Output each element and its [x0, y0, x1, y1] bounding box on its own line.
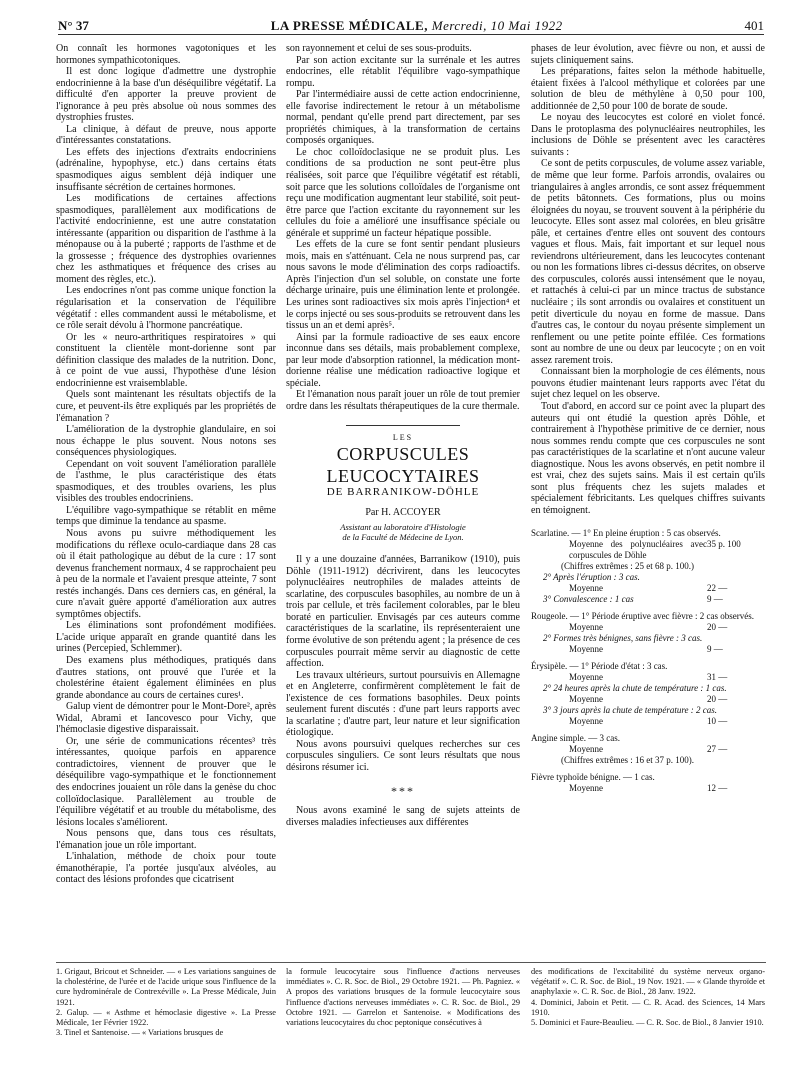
- paragraph: Des examens plus méthodiques, pratiqués dans d'autres stations, ont prouvé que l'urée et la cholestérine étaient également éliminées en plus grande abondance au cours de certaines cures¹.: [56, 654, 276, 701]
- footnote: des modifications de l'excitabilité du système nerveux organo-végétatif ». C. R. Soc. de Biol., 19 Nov. 1921. — « Glande thyroïde et anaphylaxie ». C. R. Soc. de Biol., 28 Janv. 1922.: [531, 967, 765, 997]
- article-subtitle: DE BARRANIKOW-DÖHLE: [326, 486, 480, 499]
- footnotes-column-3: [531, 967, 765, 1028]
- row-label: Moyenne: [569, 644, 603, 655]
- paragraph: Nous avons examiné le sang de sujets atteints de diverses maladies infectieuses aux différentes: [286, 805, 520, 828]
- author-affiliation: [286, 522, 520, 542]
- paragraph: Or les « neuro-arthritiques respiratoires » qui constituent la clientèle mont-dorienne sont par définition classique des malades de la nutrition. Donc, à ce point de vue aussi, l'hypothèse d'une lésion endocrinienne est vraisemblable.: [56, 331, 276, 389]
- row-label: Moyenne: [569, 744, 603, 755]
- table-row: [531, 583, 765, 594]
- section-asterism: ***: [391, 783, 415, 798]
- paragraph: Les endocrines n'ont pas comme unique fonction la régularisation et la conservation de l'équilibre végétatif : elles commandent aussi le métabolisme, et ce rôle serait dévolu à l'hormone pancréatique.: [56, 285, 276, 332]
- table-subheading: 3° 3 jours après la chute de température : 2 cas.: [543, 705, 717, 716]
- footnote: la formule leucocytaire sous l'influence d'actions nerveuses immédiates ». C. R. Soc. de Biol., 29 Octobre 1921. — Ph. Pagniez. « A propos des variations brusques de la formule leucocytaire sous l'influence d'actions nerveuses immédiates ». C. R. Soc. de Biol., 29 Octobre 1921. — Garrelon et Santenoise. « Modifications des variations leucocytaires du choc peptonique consécutives à: [286, 967, 520, 1028]
- paragraph: Nous pensons que, dans tous ces résultats, l'émanation joue un rôle important.: [56, 828, 276, 851]
- row-value: 22 —: [707, 583, 728, 594]
- footnote: 2. Galup. — « Asthme et hémoclasie digestive ». La Presse Médicale, 1er Février 1922.: [56, 1007, 276, 1028]
- paragraph: Cependant on voit souvent l'amélioration parallèle de l'asthme, le plus caractéristique des états spasmodiques, et des troubles ovariens, les plus visibles des troubles endocriniens.: [56, 458, 276, 505]
- table-heading: Angine simple. — 3 cas.: [531, 733, 620, 744]
- row-value: 35 p. 100: [707, 539, 741, 550]
- table-row: [531, 644, 765, 655]
- row-value: 9 —: [707, 594, 723, 605]
- results-table: [531, 528, 765, 794]
- paragraph: Les éliminations sont profondément modifiées. L'acide urique apparaît en grande quantité dans les urines (Percepied, Schlemmer).: [56, 620, 276, 655]
- section-divider: [346, 425, 460, 426]
- footnotes-column-2: [286, 967, 520, 1028]
- column-2: [286, 43, 520, 828]
- paragraph: La clinique, à défaut de preuve, nous apporte d'intéressantes constatations.: [56, 123, 276, 147]
- row-label: Moyenne: [569, 716, 603, 727]
- table-subheading: 2° Après l'éruption : 3 cas.: [543, 572, 640, 583]
- row-value: 31 —: [707, 672, 728, 683]
- footnote: 5. Dominici et Faure-Beaulieu. — C. R. Soc. de Biol., 8 Janvier 1910.: [531, 1018, 764, 1028]
- row-value: 12 —: [707, 783, 728, 794]
- table-row: [531, 594, 765, 605]
- article-heading: [286, 425, 520, 543]
- table-heading: Érysipèle. — 1° Période d'état : 3 cas.: [531, 661, 668, 672]
- paragraph: L'amélioration de la dystrophie glandulaire, en soi nous échappe le plus souvent. Nous notons ses conséquences physiologiques.: [56, 424, 276, 459]
- paragraph: Ce sont de petits corpuscules, de volume assez variable, de même que leur forme. Parfois arrondis, ovalaires ou triangulaires à angles arrondis, ce sont assez fréquemment de petits bâtonnets. Ces formations, plus ou moins éloignées du noyau, se trouvent souvent à la périphérie du leucocyte. Elles sont assez mal colorées, en bleu grisâtre pâle, et certaines d'entre elles ont souvent des contours vagues et flous. Mais, fait important et sur lequel nous reviendrons ultérieurement, dans les leucocytes contenant ou non les formations libres ci-dessus décrites, on observe des corpuscules, colorés aussi intensément que le noyau, et rattachés à celui-ci par un mince tractus de substance nucléaire ; ils sont arrondis ou ovalaires et constituent un petit diverticule du noyau en forme de massue. Dans d'autres cas, le contour du noyau présente simplement un renflement ou une petite pointe effilée. Ces formations sont au nombre de une ou deux par leucocyte ; on en voit assez rarement trois.: [531, 158, 765, 366]
- table-row: [531, 783, 765, 794]
- paragraph: son rayonnement et celui de ses sous-produits.: [286, 43, 472, 54]
- footnote: 3. Tinel et Santenoise. — « Variations brusques de: [56, 1028, 224, 1038]
- journal-header: LA PRESSE MÉDICALE, Mercredi, 10 Mai 1922: [270, 18, 563, 33]
- table-heading: Rougeole. — 1° Période éruptive avec fièvre : 2 cas observés.: [531, 611, 755, 622]
- row-value: 9 —: [707, 644, 723, 655]
- journal-name: LA PRESSE MÉDICALE: [270, 18, 425, 33]
- article-author: Par H. ACCOYER: [365, 506, 441, 518]
- paragraph: Les effets des injections d'extraits endocriniens (adrénaline, hypophyse, etc.) dans certains états spasmodiques aigus semblent déjà indiquer une insuffisante sécrétion de certaines hormones.: [56, 146, 276, 193]
- paragraph: Par l'intermédiaire aussi de cette action endocrinienne, elle favorise indirectement le retour à un métabolisme normal, pendant qu'elle prend part directement, par ses propriétés chimiques, à la transformation de certains composés organiques.: [286, 89, 520, 147]
- footnotes-column-1: [56, 967, 276, 1038]
- table-note: (Chiffres extrêmes : 25 et 68 p. 100.): [561, 561, 695, 572]
- row-value: 27 —: [707, 744, 728, 755]
- paragraph: Nous avons pu suivre méthodiquement les modifications du réflexe oculo-cardiaque dans 28 cas où il était pathologique au début de la cure : 17 sont devenus franchement normaux, 4 se rapprochaient peu à peu de la normale et l'avaient presque atteinte, 7 sont restés inchangés. Dans ces derniers cas, en général, la cure n'avait guère apporté d'amélioration aux autres symptômes objectifs.: [56, 527, 276, 620]
- issue-number: N° 37: [58, 18, 89, 33]
- column-3: [531, 43, 765, 794]
- affiliation-line: de la Faculté de Médecine de Lyon.: [342, 532, 464, 543]
- table-row: [531, 622, 765, 633]
- row-label: Moyenne: [569, 583, 603, 594]
- table-heading: Scarlatine. — 1° En pleine éruption : 5 cas observés.: [531, 528, 721, 539]
- paragraph: L'inhalation, méthode de choix pour toute émanothérapie, l'a portée jusqu'aux alvéoles, au contact des lésions profondes que cicatrisent: [56, 851, 276, 886]
- footnote: 1. Grigaut, Bricout et Schneider. — « Les variations sanguines de la cholestérine, de l'urée et de l'acide urique sous l'influence de la cure hydrominérale de Contrexéville ». La Presse Médicale, Juin 1921.: [56, 967, 276, 1007]
- row-label: Moyenne des polynucléaires avec corpuscules de Döhle: [569, 539, 707, 561]
- table-row: [531, 694, 765, 705]
- paragraph: Les effets de la cure se font sentir pendant plusieurs mois, mais en s'atténuant. Cela ne nous surprend pas, car nous savons le mode d'élimination des corps radioactifs. Après l'injection d'un sel soluble, on constate une forte décharge urinaire, puis une élimination lente et prolongée. Les urines sont radioactives six mois après l'injection⁴ et le corps injecté ou ses sous-produits se retrouvent dans les tissus un an et demi après⁵.: [286, 239, 520, 332]
- footnote-divider: [56, 962, 766, 963]
- footnote: 4. Dominici, Jaboin et Petit. — C. R. Acad. des Sciences, 14 Mars 1910.: [531, 997, 765, 1017]
- paragraph: L'équilibre vago-sympathique se rétablit en même temps que diminue la tendance au spasme.: [56, 504, 276, 528]
- page-number: 401: [744, 18, 764, 33]
- table-row: [531, 539, 765, 561]
- row-label: Moyenne: [569, 694, 603, 705]
- affiliation-line: Assistant au laboratoire d'Histologie: [340, 522, 466, 533]
- paragraph: Quels sont maintenant les résultats objectifs de la cure, et peuvent-ils être expliqués par les propriétés de l'émanation ?: [56, 389, 276, 424]
- paragraph: Et l'émanation nous paraît jouer un rôle de tout premier ordre dans les résultats thérapeutiques de la cure thermale.: [286, 389, 520, 412]
- paragraph: Les préparations, faites selon la méthode habituelle, étaient fixées à l'alcool méthylique et colorées par une solution de bleu de méthylène à 0,50 pour 100, additionnée de 2,50 pour 100 de borate de soude.: [531, 66, 765, 112]
- row-value: 20 —: [707, 694, 728, 705]
- table-row: [531, 716, 765, 727]
- table-subheading: 2° Formes très bénignes, sans fièvre : 3 cas.: [543, 633, 703, 644]
- paragraph: phases de leur évolution, avec fièvre ou non, et aussi de sujets cliniquement sains.: [531, 43, 765, 66]
- row-label: 3° Convalescence : 1 cas: [543, 594, 634, 605]
- table-subheading: 2° 24 heures après la chute de température : 1 cas.: [543, 683, 727, 694]
- table-row: [531, 744, 765, 755]
- paragraph: Le choc colloïdoclasique ne se produit plus. Les conditions de sa production ne sont peut-être plus réalisées, soit parce que l'équilibre végétatif est rétabli, soit parce que les solutions colloïdales de l'organisme ont reçu une modification augmentant leur stabilité, soit peut-être parce que l'action excitante du rayonnement sur les cellules du foie a amélioré une insuffisance spéciale ou générale et supprimé un facteur hépatique possible.: [286, 146, 520, 239]
- paragraph: Le noyau des leucocytes est coloré en violet foncé. Dans le protoplasma des polynucléaires neutrophiles, les inclusions de Döhle se présentent avec les caractères suivants :: [531, 112, 765, 158]
- table-row: [531, 672, 765, 683]
- row-label: Moyenne: [569, 783, 603, 794]
- paragraph: Les modifications de certaines affections spasmodiques, parallèlement aux modifications de l'activité endocrinienne, est une autre constatation intéressante (apparition ou disparition de l'asthme à la ménopause ou à la puberté ; rapports de l'asthme et de la grossesse ; fréquence des dystrophies ovariennes chez les asthmatiques et fréquence des crises au moment des règles, etc.).: [56, 193, 276, 285]
- column-1: [56, 43, 276, 886]
- paragraph: Il est donc logique d'admettre une dystrophie endocrinienne à la base d'un déséquilibre végétatif. La difficulté d'en apporter la preuve provient de l'ignorance à peu près absolue où nous sommes des dystrophies frustes.: [56, 66, 276, 124]
- issue-date: Mercredi, 10 Mai 1922: [431, 18, 563, 33]
- paragraph: Or, une série de communications récentes³ très intéressantes, quoique parfois en apparence contradictoires, viennent de prouver que le déséquilibre vago-sympathique et le fonctionnement des endocrines jouaient un rôle dans la genèse du choc colloïdoclasique. Parallèlement au trouble de l'équilibre végétatif et au trouble du métabolisme, des lésions locales s'améliorent.: [56, 735, 276, 828]
- paragraph: Par son action excitante sur la surrénale et les autres endocrines, elle rétablit l'équilibre vago-sympathique rompu.: [286, 54, 520, 89]
- paragraph: Connaissant bien la morphologie de ces éléments, nous pouvons étudier maintenant leurs rapports avec l'état du sujet chez lequel on les observe.: [531, 366, 765, 401]
- paragraph: Galup vient de démontrer pour le Mont-Dore², après Widal, Abrami et Iancovesco pour Vichy, que l'hémoclasie digestive disparaissait.: [56, 701, 276, 736]
- paragraph: Tout d'abord, en accord sur ce point avec la plupart des auteurs qui ont étudié la question après Döhle, et contrairement à l'hypothèse primitive de ce dernier, nous nous sommes rendu compte que ces corpuscules ne sont pas caractéristiques de la scarlatine et n'ont aucune valeur diagnostique. Nous les avons observés, en petit nombre il est vrai, chez des sujets sains. Mais il est certain qu'ils sont plus fréquents chez les sujets malades et spécialement fébricitants. Les quelques chiffres suivants en témoignent.: [531, 400, 765, 516]
- row-value: 10 —: [707, 716, 728, 727]
- row-label: Moyenne: [569, 672, 603, 683]
- row-label: Moyenne: [569, 622, 603, 633]
- paragraph: Nous avons poursuivi quelques recherches sur ces corpuscules singuliers. Ce sont leurs résultats que nous désirons résumer ici.: [286, 738, 520, 773]
- paragraph: Il y a une douzaine d'années, Barranikow (1910), puis Döhle (1911-1912) décrivirent, dans les leucocytes polynucléaires neutrophiles de malades atteints de scarlatine, des corpuscules basophiles, au nombre de un à trois par cellule, et très facilement colorables, par le bleu boraté en particulier. Envisagés par ces auteurs comme caractéristiques de la scarlatine, ils représenteraient une forme évolutive de son prétendu agent ; la présence de ces corpuscules pourrait même servir au diagnostic de cette affection.: [286, 554, 520, 670]
- article-title: CORPUSCULES LEUCOCYTAIRES: [326, 444, 480, 487]
- paragraph: On connaît les hormones vagotoniques et les hormones sympathicotoniques.: [56, 43, 276, 66]
- running-header: [58, 12, 764, 35]
- table-note: (Chiffres extrêmes : 16 et 37 p. 100).: [561, 755, 695, 766]
- paragraph: Ainsi par la formule radioactive de ses eaux encore inconnue dans ses détails, mais probablement complexe, par leur mode d'absorption rationnel, la médication mont-dorienne réalise une médication radioactive logique et spéciale.: [286, 331, 520, 389]
- paragraph: Les travaux ultérieurs, surtout poursuivis en Allemagne et en Angleterre, confirmèrent complètement le fait de l'existence de ces formations basophiles. Deux points seulement furent discutés : d'une part leurs rapports avec la scarlatine ; d'autre part, leur nature et leur signification étiologique.: [286, 669, 520, 739]
- table-heading: Fièvre typhoïde bénigne. — 1 cas.: [531, 772, 655, 783]
- row-value: 20 —: [707, 622, 728, 633]
- article-kicker: LES: [392, 432, 414, 442]
